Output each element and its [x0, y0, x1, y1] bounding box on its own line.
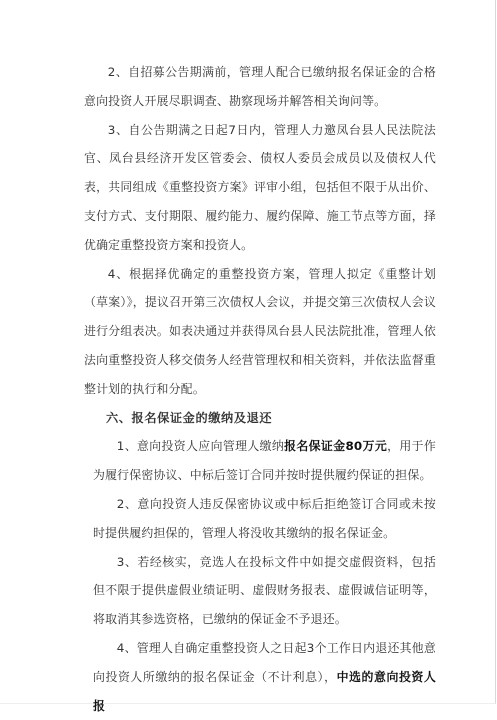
deposit-refund-text: 4、管理人自确定重整投资人之日起3个工作日内退还其他意向投资人所缴纳的报名保证金（不计利息），	[93, 640, 436, 684]
paragraph-deposit-refund	[93, 634, 436, 720]
paragraph-due-diligence: 2、自招募公告期满前，管理人配合已缴纳报名保证金的合格意向投资人开展尽职调查、勘察现场并解答相关询问等。	[84, 65, 436, 108]
paragraph-deposit-payment	[93, 432, 436, 490]
deposit-payment-purpose: ，用于作为履行保密协议、中标后签订合同并按时提供履约保证的担保。	[93, 439, 436, 483]
paragraph-review-panel: 3、自公告期满之日起7日内，管理人力邀凤台县人民法院法官、凤台县经济开发区管委会、债权人委员会成员以及债权人代表，共同组成《重整投资方案》评审小组，包括但不限于从出价、支付方式、支付期限、履约能力、履约保障、施工节点等方面，择优确定重整投资方案和投资人。	[84, 122, 436, 252]
section-heading-deposit: 六、报名保证金的缴纳及退还	[105, 410, 273, 425]
deposit-amount-highlight: 报名保证金80万元	[284, 439, 388, 454]
paragraph-restructuring-plan: 4、根据择优确定的重整投资方案，管理人拟定《重整计划（草案）》，提议召开第三次债权人会议，并提交第三次债权人会议进行分组表决。如表决通过并获得凤台县人民法院批准，管理人依法向重整投资人移交债务人经营管理权和相关资料，并依法监督重整计划的执行和分配。	[84, 266, 436, 396]
paragraph-false-materials: 3、若经核实，竞选人在投标文件中如提交虚假资料，包括但不限于提供虚假业绩证明、虚假财务报表、虚假诚信证明等，将取消其参选资格，已缴纳的保证金不予退还。	[93, 554, 436, 627]
document-body	[84, 58, 436, 720]
deposit-payment-text: 1、意向投资人应向管理人缴纳	[116, 439, 285, 454]
paragraph-deposit-forfeit: 2、意向投资人违反保密协议或中标后拒绝签订合同或未按时提供履约担保的，管理人将没收其缴纳的报名保证金。	[93, 496, 436, 540]
selected-investor-highlight: 中选的意向投资人报	[93, 669, 436, 713]
